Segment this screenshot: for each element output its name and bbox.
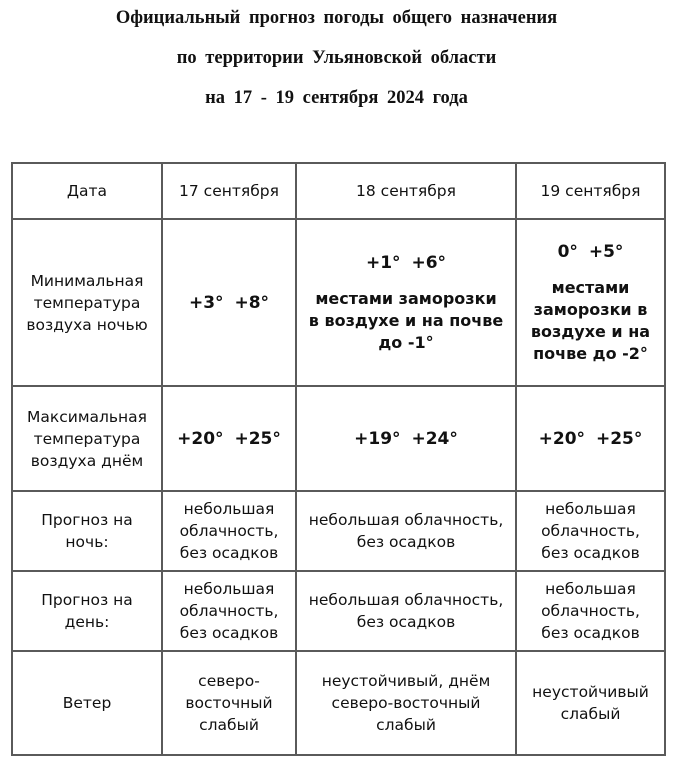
text-line: облачность,	[541, 522, 640, 540]
frost-note	[298, 288, 514, 354]
text-line: без осадков	[356, 613, 456, 631]
wind-cell	[516, 651, 665, 755]
frost-note-line: местами	[551, 277, 630, 297]
label-line: Прогноз на	[41, 591, 133, 609]
night-forecast-cell	[516, 491, 665, 571]
text-line: без осадков	[179, 544, 279, 562]
table-row-min-temp	[12, 219, 665, 386]
max-temp-value: +20° +25°	[538, 428, 643, 449]
day-forecast-cell	[296, 571, 516, 651]
row-label-max-temp	[12, 386, 162, 491]
text-line: слабый	[376, 716, 436, 734]
max-temp-cell	[162, 386, 296, 491]
label-line: день:	[64, 613, 110, 631]
max-temp-value: +19° +24°	[354, 428, 458, 449]
document-title-line-3: на 17 - 19 сентября 2024 года	[205, 88, 468, 108]
min-temp-cell	[516, 219, 665, 386]
text-line: без осадков	[356, 533, 456, 551]
text-line: небольшая	[545, 580, 636, 598]
wind-cell	[162, 651, 296, 755]
max-temp-cell	[516, 386, 665, 491]
max-temp-value: +20° +25°	[177, 428, 281, 449]
text-line: неустойчивый	[532, 683, 649, 701]
text-line: без осадков	[179, 624, 279, 642]
text-line: слабый	[560, 705, 621, 723]
min-temp-cell	[162, 219, 296, 386]
text-line: облачность,	[179, 522, 279, 540]
text-line: облачность,	[179, 602, 279, 620]
frost-note-line: до -1°	[378, 332, 434, 352]
frost-note-line: заморозки в	[533, 299, 648, 319]
row-label-date: Дата	[12, 163, 162, 219]
date-cell: 17 сентября	[162, 163, 296, 219]
row-label-night-forecast	[12, 491, 162, 571]
text-line: небольшая	[183, 580, 275, 598]
frost-note-line: местами заморозки	[315, 288, 497, 308]
table-row-night-forecast	[12, 491, 665, 571]
min-temp-cell	[296, 219, 516, 386]
table-row-max-temp	[12, 386, 665, 491]
min-temp-value: 0° +5°	[557, 241, 624, 262]
frost-note	[518, 277, 663, 365]
table-row-wind	[12, 651, 665, 755]
label-line: Минимальная	[30, 271, 144, 290]
document-title-line-2: по территории Ульяновской области	[176, 48, 497, 68]
text-line: восточный	[185, 694, 273, 712]
frost-note-line: воздухе и на	[530, 321, 651, 341]
frost-note-line: в воздухе и на почве	[308, 310, 504, 330]
text-line: неустойчивый, днём	[321, 672, 491, 690]
text-line: облачность,	[541, 602, 640, 620]
forecast-table	[11, 162, 666, 756]
label-line: воздуха днём	[30, 451, 144, 470]
text-line: небольшая	[183, 500, 275, 518]
night-forecast-cell	[296, 491, 516, 571]
label-line: Максимальная	[26, 407, 148, 426]
date-cell: 19 сентября	[516, 163, 665, 219]
text-line: небольшая облачность,	[308, 511, 504, 529]
wind-cell	[296, 651, 516, 755]
day-forecast-cell	[162, 571, 296, 651]
text-line: без осадков	[541, 624, 640, 642]
text-line: небольшая	[545, 500, 636, 518]
label-line: воздуха ночью	[26, 315, 148, 334]
table-row-date	[12, 163, 665, 219]
min-temp-value: +3° +8°	[188, 292, 270, 313]
label-line: ночь:	[65, 533, 109, 551]
text-line: небольшая облачность,	[308, 591, 504, 609]
night-forecast-cell	[162, 491, 296, 571]
text-line: северо-восточный	[331, 694, 481, 712]
row-label-wind: Ветер	[12, 651, 162, 755]
day-forecast-cell	[516, 571, 665, 651]
label-line: Прогноз на	[41, 511, 133, 529]
text-line: северо-	[198, 672, 260, 690]
min-temp-value: +1° +6°	[365, 252, 447, 273]
max-temp-cell	[296, 386, 516, 491]
label-line: температура	[33, 293, 141, 312]
label-line: температура	[33, 429, 141, 448]
document-title-line-1: Официальный прогноз погоды общего назначения	[115, 8, 558, 28]
text-line: без осадков	[541, 544, 640, 562]
table-row-day-forecast	[12, 571, 665, 651]
date-cell: 18 сентября	[296, 163, 516, 219]
row-label-min-temp	[12, 219, 162, 386]
row-label-day-forecast	[12, 571, 162, 651]
text-line: слабый	[199, 716, 259, 734]
frost-note-line: почве до -2°	[533, 343, 648, 363]
